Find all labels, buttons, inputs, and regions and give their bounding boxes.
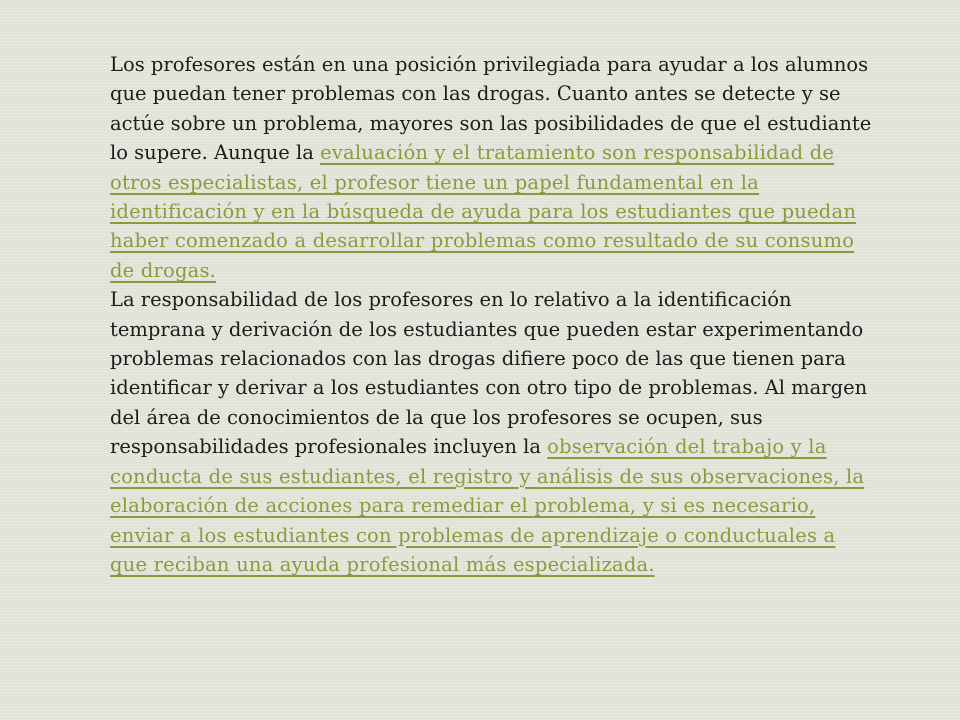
- paragraph-teachers-position: [110, 50, 878, 285]
- hyperlink-evaluation-treatment[interactable]: evaluación y el tratamiento son responsabilidad de otros especialistas, el profesor tiene un papel fundamental en la identificación y en la búsqueda de ayuda para los estudiantes que puedan haber comenzado a desarrollar problemas como resultado de su consumo de drogas.: [110, 141, 857, 282]
- hyperlink-observation-work[interactable]: observación del trabajo y la conducta de sus estudiantes, el registro y análisis de sus observaciones, la elaboración de acciones para remediar el problema, y si es necesario, enviar a los estudiantes con problemas de aprendizaje o conductuales a que reciban una ayuda profesional más especializada.: [110, 435, 865, 576]
- slide-body-text: [110, 50, 878, 579]
- paragraph-teachers-responsibility: [110, 285, 878, 579]
- paragraph-text: La responsabilidad de los profesores en lo relativo a la identificación temprana y derivación de los estudiantes que pueden estar experimentando problemas relacionados con las drogas difiere poco de las que tienen para identificar y derivar a los estudiantes con otro tipo de problemas. Al margen del área de conocimientos de la que los profesores se ocupen, sus responsabilidades profesionales incluyen la: [110, 288, 868, 459]
- paragraph-text: Los profesores están en una posición privilegiada para ayudar a los alumnos que puedan tener problemas con las drogas. Cuanto antes se detecte y se actúe sobre un problema, mayores son las posibilidades de que el estudiante lo supere. Aunque la: [110, 53, 872, 165]
